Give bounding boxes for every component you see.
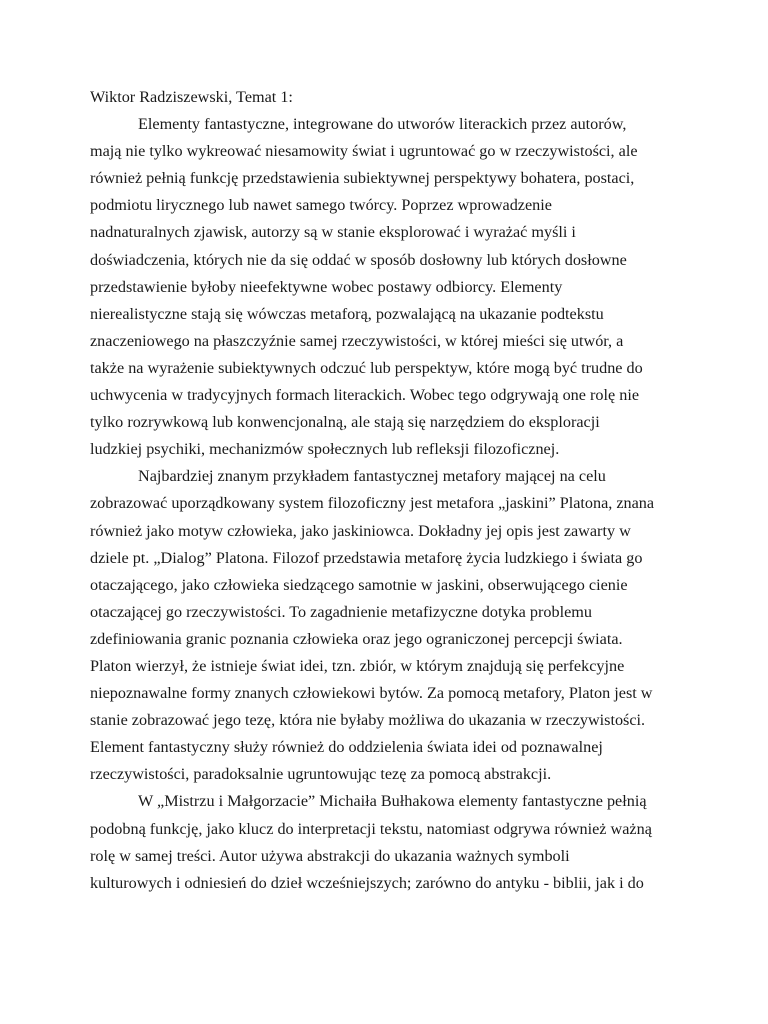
paragraph-1-line-11: uchwycenia w tradycyjnych formach literackich. Wobec tego odgrywają one rolę nie [90,386,639,405]
paragraph-2-line-5: otaczającego, jako człowieka siedzącego samotnie w jaskini, obserwującego cienie [90,575,628,594]
paragraph-2-line-7: zdefiniowania granic poznania człowieka oraz jego ograniczonej percepcji świata. [90,629,623,648]
paragraph-3-line-3: rolę w samej treści. Autor używa abstrakcji do ukazania ważnych symboli [90,846,570,865]
paragraph-2-line-12: rzeczywistości, paradoksalnie ugruntowując tezę za pomocą abstrakcji. [90,765,552,784]
paragraph-2-line-6: otaczającej go rzeczywistości. To zagadnienie metafizyczne dotyka problemu [90,602,592,621]
paragraph-2-line-3: również jako motyw człowieka, jako jaskiniowca. Dokładny jej opis jest zawarty w [90,521,631,540]
paragraph-2-line-8: Platon wierzył, że istnieje świat idei, tzn. zbiór, w którym znajdują się perfekcyjne [90,656,625,675]
paragraph-1-line-8: nierealistyczne stają się wówczas metaforą, pozwalającą na ukazanie podtekstu [90,304,604,323]
paragraph-3-line-4: kulturowych i odniesień do dzieł wcześniejszych; zarówno do antyku - biblii, jak i do [90,873,644,892]
paragraph-2-line-11: Element fantastyczny służy również do oddzielenia świata idei od poznawalnej [90,738,603,757]
paragraph-2-line-10: stanie zobrazować jego tezę, która nie byłaby możliwa do ukazania w rzeczywistości. [90,711,646,730]
paragraph-2-line-4: dziele pt. „Dialog” Platona. Filozof przedstawia metaforę życia ludzkiego i świata go [90,548,643,567]
paragraph-1-line-9: znaczeniowego na płaszczyźnie samej rzeczywistości, w której mieści się utwór, a [90,331,624,350]
paragraph-1-line-4: podmiotu lirycznego lub nawet samego twórcy. Poprzez wprowadzenie [90,196,552,215]
paragraph-1-line-1: Elementy fantastyczne, integrowane do utworów literackich przez autorów, [138,115,627,134]
paragraph-1-line-5: nadnaturalnych zjawisk, autorzy są w stanie eksplorować i wyrażać myśli i [90,223,576,242]
paragraph-1-line-6: doświadczenia, których nie da się oddać w sposób dosłowny lub których dosłowne [90,250,627,269]
paragraph-3-line-2: podobną funkcję, jako klucz do interpretacji tekstu, natomiast odgrywa również ważną [90,819,652,838]
document-body [90,84,690,897]
paragraph-1-line-3: również pełnią funkcję przedstawienia subiektywnej perspektywy bohatera, postaci, [90,169,635,188]
paragraph-1-line-2: mają nie tylko wykreować niesamowity świat i ugruntować go w rzeczywistości, ale [90,142,638,161]
paragraph-1-line-10: także na wyrażenie subiektywnych odczuć lub perspektyw, które mogą być trudne do [90,358,643,377]
paragraph-1-line-13: ludzkiej psychiki, mechanizmów społecznych lub refleksji filozoficznej. [90,440,560,459]
paragraph-2-line-1: Najbardziej znanym przykładem fantastycznej metafory mającej na celu [138,467,606,486]
paragraph-2-line-9: niepoznawalne formy znanych człowiekowi bytów. Za pomocą metafory, Platon jest w [90,684,653,703]
paragraph-1-line-12: tylko rozrywkową lub konwencjonalną, ale stają się narzędziem do eksploracji [90,413,600,432]
paragraph-1-line-7: przedstawienie byłoby nieefektywne wobec postawy odbiorcy. Elementy [90,277,563,296]
document-header: Wiktor Radziszewski, Temat 1: [90,88,293,106]
paragraph-3-line-1: W „Mistrzu i Małgorzacie” Michaiła Bułhakowa elementy fantastyczne pełnią [138,792,647,811]
paragraph-2-line-2: zobrazować uporządkowany system filozoficzny jest metafora „jaskini” Platona, znana [90,494,655,513]
